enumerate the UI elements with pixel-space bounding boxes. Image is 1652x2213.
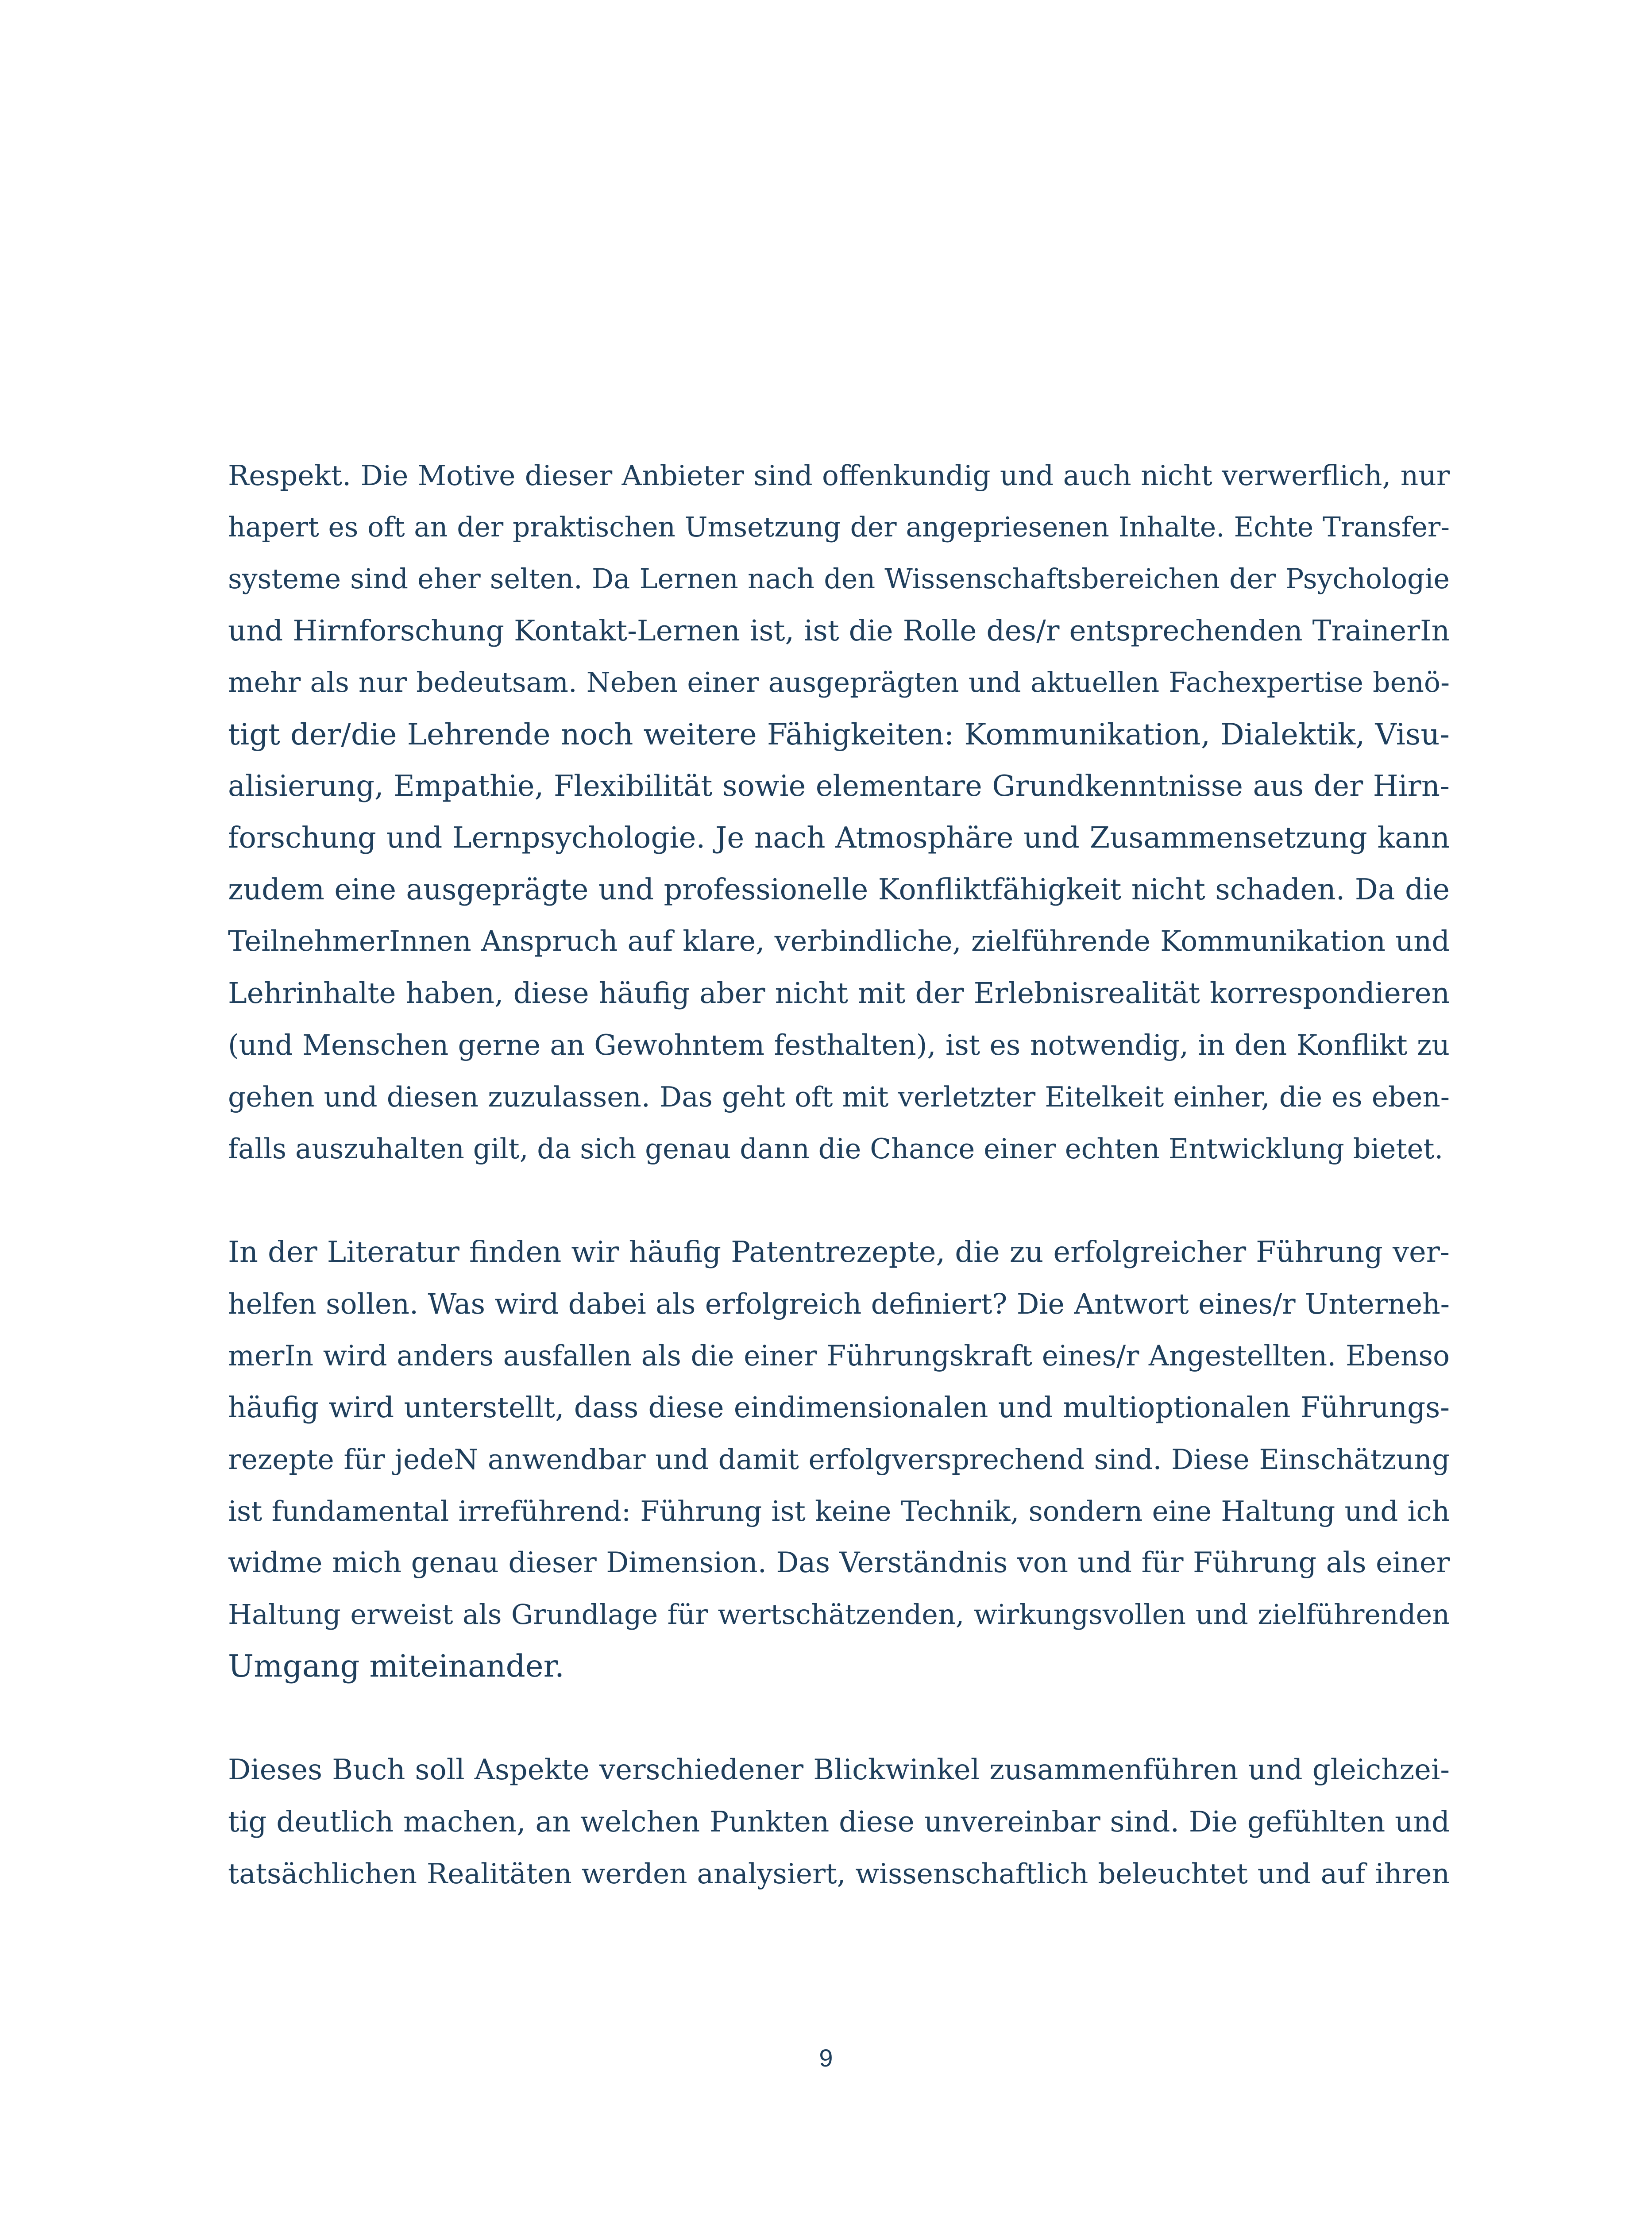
text-line: TeilnehmerInnen Anspruch auf klare, verbindliche, zielführende Kommunikation und	[228, 925, 1450, 958]
paragraph-1	[228, 450, 1450, 1175]
text-line: und Hirnforschung Kontakt-Lernen ist, ist die Rolle des/r entsprechenden TrainerIn	[228, 614, 1450, 648]
text-line: hapert es oft an der praktischen Umsetzung der angepriesenen Inhalte. Echte Transfer-	[228, 512, 1450, 543]
text-line: In der Literatur finden wir häufig Patentrezepte, die zu erfolgreicher Führung ver-	[228, 1235, 1450, 1269]
paragraph-2	[228, 1226, 1450, 1693]
text-line: Haltung erweist als Grundlage für wertschätzenden, wirkungsvollen und zielführenden	[228, 1599, 1450, 1631]
text-line: helfen sollen. Was wird dabei als erfolgreich definiert? Die Antwort eines/r Unterneh-	[228, 1288, 1450, 1320]
text-line: tatsächlichen Realitäten werden analysiert, wissenschaftlich beleuchtet und auf ihren	[228, 1858, 1450, 1890]
text-line: zudem eine ausgeprägte und professionelle Konfliktfähigkeit nicht schaden. Da die	[228, 873, 1450, 906]
text-line: Dieses Buch soll Aspekte verschiedener Blickwinkel zusammenführen und gleichzei-	[228, 1754, 1450, 1786]
text-line: systeme sind eher selten. Da Lernen nach den Wissenschaftsbereichen der Psychologie	[228, 563, 1450, 595]
text-line: ist fundamental irreführend: Führung ist keine Technik, sondern eine Haltung und ich	[228, 1495, 1450, 1527]
text-line: rezepte für jedeN anwendbar und damit erfolgversprechend sind. Diese Einschätzung	[228, 1443, 1450, 1476]
text-line: häufig wird unterstellt, dass diese eindimensionalen und multioptionalen Führungs-	[228, 1391, 1450, 1424]
text-line: mehr als nur bedeutsam. Neben einer ausgeprägten und aktuellen Fachexpertise benö-	[228, 667, 1450, 698]
text-line: tig deutlich machen, an welchen Punkten diese unvereinbar sind. Die gefühlten und	[228, 1805, 1450, 1839]
text-line: Respekt. Die Motive dieser Anbieter sind offenkundig und auch nicht verwerflich, nur	[228, 459, 1450, 492]
paragraph-3	[228, 1744, 1450, 1900]
text-line: merIn wird anders ausfallen als die einer Führungskraft eines/r Angestellten. Ebenso	[228, 1339, 1450, 1372]
text-line: forschung und Lernpsychologie. Je nach Atmosphäre und Zusammensetzung kann	[228, 821, 1450, 855]
text-line: (und Menschen gerne an Gewohntem festhalten), ist es notwendig, in den Konflikt zu	[228, 1029, 1450, 1061]
text-line: alisierung, Empathie, Flexibilität sowie elementare Grundkenntnisse aus der Hirn-	[228, 769, 1450, 803]
text-line: falls auszuhalten gilt, da sich genau dann die Chance einer echten Entwicklung bietet.	[228, 1133, 1444, 1165]
body-text	[228, 450, 1450, 1900]
page-number: 9	[819, 2044, 833, 2072]
paragraph-gap	[228, 1693, 1450, 1744]
text-line: gehen und diesen zuzulassen. Das geht oft mit verletzter Eitelkeit einher, die es eben-	[228, 1081, 1450, 1113]
text-line: widme mich genau dieser Dimension. Das Verständnis von und für Führung als einer	[228, 1546, 1450, 1579]
text-line: tigt der/die Lehrende noch weitere Fähigkeiten: Kommunikation, Dialektik, Visu-	[228, 717, 1450, 752]
text-line: Umgang miteinander.	[228, 1649, 564, 1684]
paragraph-gap	[228, 1175, 1450, 1226]
text-line: Lehrinhalte haben, diese häufig aber nicht mit der Erlebnisrealität korrespondieren	[228, 977, 1450, 1010]
